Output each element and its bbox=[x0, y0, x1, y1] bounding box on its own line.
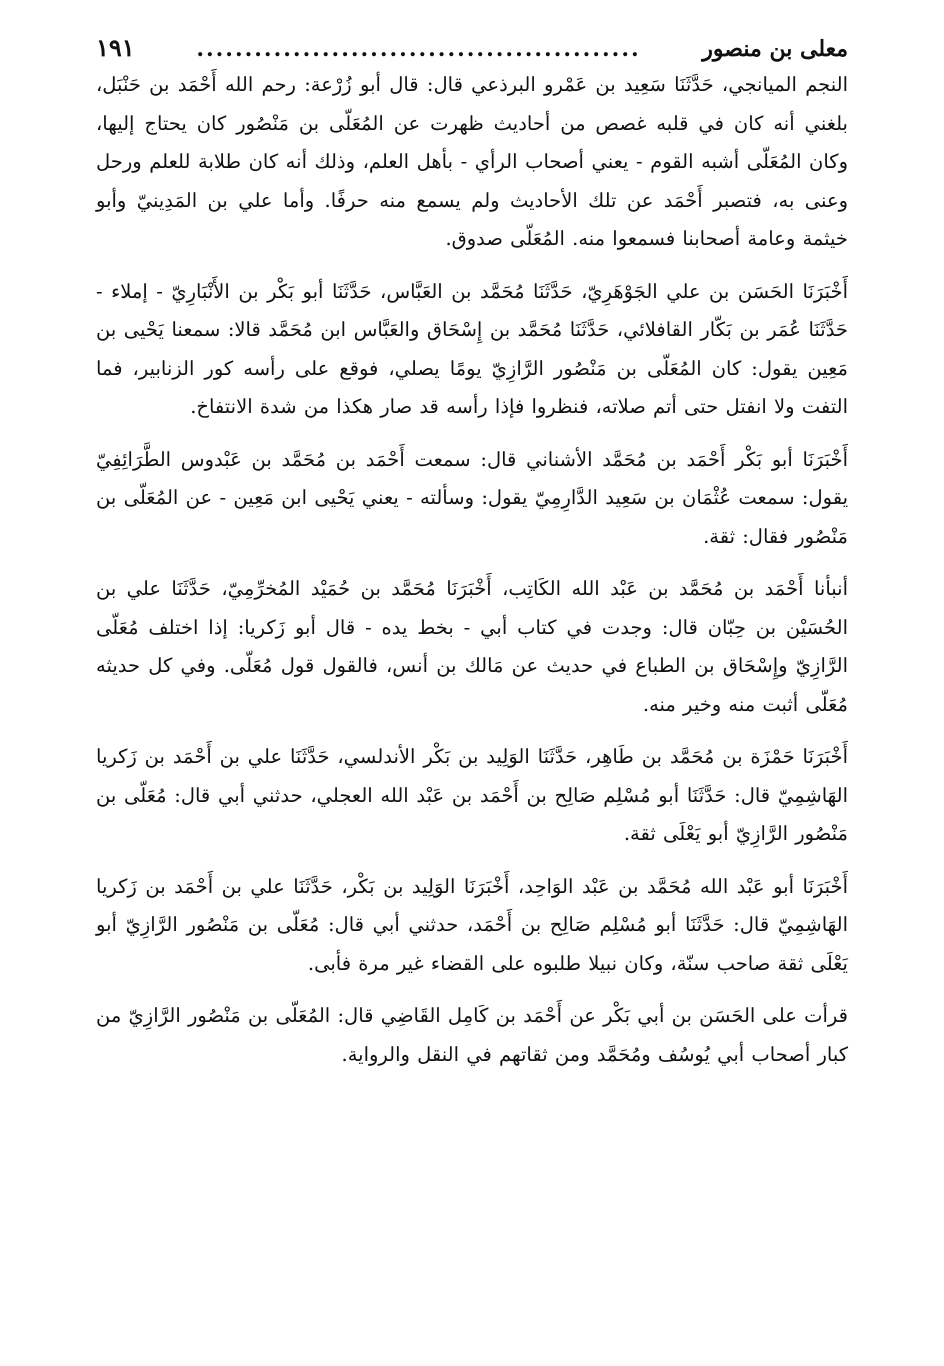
page-number: ١٩١ bbox=[96, 33, 135, 62]
running-header bbox=[96, 30, 848, 66]
dot-leader: .............................................. bbox=[196, 36, 641, 62]
paragraph-5: أَخْبَرَنَا حَمْزَة بن مُحَمَّد بن طَاهِر، حَدَّثَنَا الوَلِيد بن بَكْر الأندلسي، حَدَّثَنَا علي بن أَحْمَد بن زَكريا الهَاشِمِيّ قال: حَدَّثَنَا أبو مُسْلِم صَالِح بن أَحْمَد بن عَبْد الله العجلي، حدثني أبي قال: مُعَلّى بن مَنْصُور الرَّازِيّ أبو يَعْلَى ثقة. bbox=[96, 745, 848, 845]
book-page bbox=[96, 30, 848, 1074]
paragraph-1: النجم الميانجي، حَدَّثَنَا سَعِيد بن عَمْرو البرذعي قال: قال أبو زُرْعة: رحم الله أَحْمَد بن حَنْبَل، بلغني أنه كان في قلبه غصص من أحاديث ظهرت عن المُعَلّى بن مَنْصُور كان يحتاج إليها، وكان المُعَلّى أشبه القوم - يعني أصحاب الرأي - بأهل العلم، وذلك أنه كان طلابة للعلم ورحل وعنى به، فتصبر أَحْمَد عن تلك الأحاديث ولم يسمع منه حرفًا. وأما علي بن المَدِينيّ وأبو خيثمة وعامة أصحابنا فسمعوا منه. المُعَلّى صدوق. bbox=[96, 73, 848, 250]
paragraph-6: أَخْبَرَنَا أبو عَبْد الله مُحَمَّد بن عَبْد الوَاحِد، أَخْبَرَنَا الوَلِيد بن بَكْر، حَدَّثَنَا علي بن أَحْمَد بن زَكريا الهَاشِمِيّ قال: حَدَّثَنَا أبو مُسْلِم صَالِح بن أَحْمَد، حدثني أبي قال: مُعَلّى بن مَنْصُور الرَّازِيّ أبو يَعْلَى ثقة صاحب سنّة، وكان نبيلا طلبوه على القضاء غير مرة فأبى. bbox=[96, 874, 848, 975]
paragraph-3: أَخْبَرَنَا أبو بَكْر أَحْمَد بن مُحَمَّد الأشناني قال: سمعت أَحْمَد بن مُحَمَّد بن عَبْدوس الطَّرَائِفِيّ يقول: سمعت عُثْمَان بن سَعِيد الدَّارِمِيّ يقول: وسألته - يعني يَحْيى ابن مَعِين - عن المُعَلّى بن مَنْصُور فقال: ثقة. bbox=[96, 447, 848, 548]
paragraph-4: أنبأنا أَحْمَد بن مُحَمَّد بن عَبْد الله الكَاتِب، أَخْبَرَنَا مُحَمَّد بن حُمَيْد المُخرِّمِيّ، حَدَّثَنَا علي بن الحُسَيْن بن حِبّان قال: وجدت في كتاب أبي - بخط يده - قال أبو زَكريا: إذا اختلف مُعَلّى الرَّازِيّ وإِسْحَاق بن الطباع في حديث عن مَالك بن أنس، فالقول قول مُعَلّى. وفي كل حديثه مُعَلّى أثبت منه وخير منه. bbox=[96, 577, 848, 716]
paragraph-2: أَخْبَرَنَا الحَسَن بن علي الجَوْهَرِيّ، حَدَّثَنَا مُحَمَّد بن العَبَّاس، حَدَّثَنَا أبو بَكْر بن الأَنْبَارِيّ - إملاء - حَدَّثَنَا عُمَر بن بَكّار القافلائي، حَدَّثَنَا مُحَمَّد بن إِسْحَاق والعَبَّاس ابن مُحَمَّد قالا: سمعنا يَحْيى بن مَعِين يقول: كان المُعَلّى بن مَنْصُور الرَّازِيّ يومًا يصلي، فوقع على رأسه كور الزنابير، فما التفت ولا انفتل حتى أتم صلاته، فنظروا فإذا رأسه قد صار هكذا من شدة الانتفاخ. bbox=[96, 279, 848, 418]
paragraph-7: قرأت على الحَسَن بن أبي بَكْر عن أَحْمَد بن كَامِل القَاضِي قال: المُعَلّى بن مَنْصُور الرَّازِيّ من كبار أصحاب أبي يُوسُف ومُحَمَّد ومن ثقاتهم في النقل والرواية. bbox=[96, 1004, 848, 1066]
running-title: معلى بن منصور bbox=[702, 36, 848, 62]
